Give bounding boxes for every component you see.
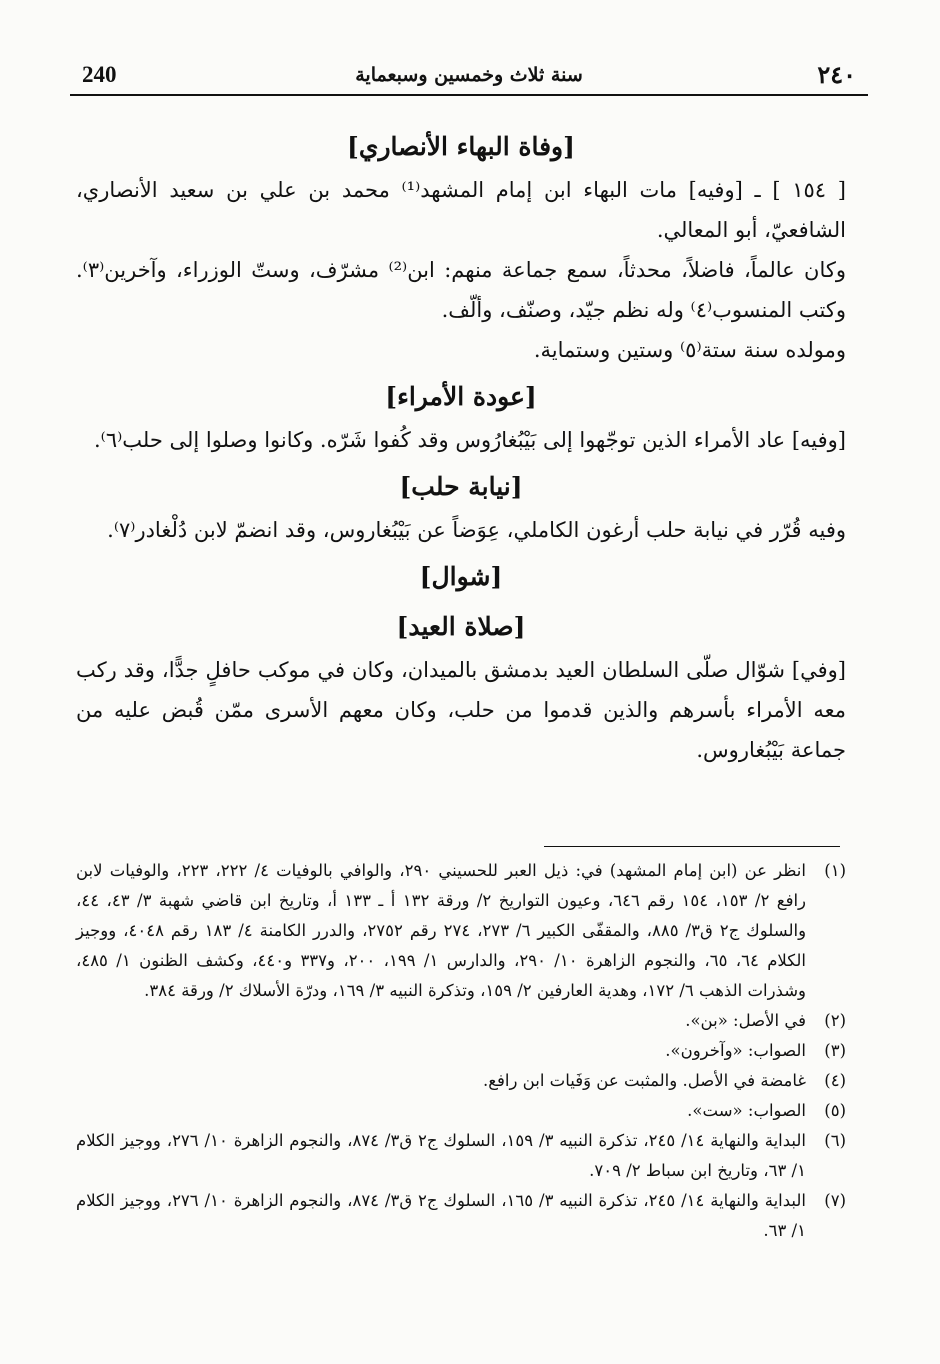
section-heading-return-emirs: [عودة الأمراء] [385, 382, 537, 411]
footnote-item [76, 1036, 846, 1066]
footnote-number: (٤) [824, 1071, 846, 1090]
page-header [70, 58, 868, 96]
footnote-item [76, 1126, 846, 1186]
footnote-text: الصواب: «وآخرون». [665, 1041, 806, 1060]
footnote-text: في الأصل: «بن». [685, 1011, 806, 1030]
footnote-number: (٦) [824, 1131, 846, 1150]
paragraph-birth: ومولده سنة ستة⁽٥⁾ وستين وستماية. [533, 338, 846, 362]
paragraph-aleppo-deputy: وفيه قُرّر في نيابة حلب أرغون الكاملي، عِوَضاً عن بَيْبُغاروس، وقد انضمّ لابن دُلْغادر⁽٧⁾. [107, 518, 846, 542]
footnote-item [76, 856, 846, 1006]
main-text [76, 120, 846, 770]
footnote-item [76, 1006, 846, 1036]
footnotes [76, 856, 846, 1246]
section-heading-aleppo-deputy: [نيابة حلب] [399, 472, 523, 501]
footnote-number: (٢) [824, 1011, 846, 1030]
footnote-item [76, 1186, 846, 1246]
section-heading-shawwal: [شوال] [419, 562, 503, 591]
page-number-latin: 240 [82, 62, 117, 87]
footnote-separator [544, 846, 840, 847]
footnote-number: (٣) [824, 1041, 846, 1060]
section-heading-eid-prayer: [صلاة العيد] [396, 612, 526, 641]
footnote-number: (٥) [824, 1101, 846, 1120]
footnote-text: غامضة في الأصل. والمثبت عن وَفَيات ابن رافع. [482, 1071, 806, 1090]
footnote-text: انظر عن (ابن إمام المشهد) في: ذيل العبر للحسيني ٢٩٠، والوافي بالوفيات ٤/ ٢٢٢، ٢٢٣، والوفيات لابن رافع ٢/ ١٥٣، ١٥٤ رقم ٦٤٦، وعيون التواريخ ٢/ ورقة ١٣٢ أ ـ ١٣٣ أ، وتاريخ ابن قاضي شهبة ٣/ ٤٣، ٤٤، والسلوك ج٢ ق٣/ ٨٨٥، والمقفّى الكبير ٦/ ٢٧٣، ٢٧٤ رقم ٢٧٥٢، والدرر الكامنة ٤/ ١٨٣ رقم ٤٠٤٨، ووجيز الكلام ٦٤، ٦٥، والنجوم الزاهرة ١٠/ ٢٩٠، والدارس ١/ ١٩٩، ٢٠٠، و٣٣٧ و٤٤٠، وكشف الظنون ١/ ٤٨٥، وشذرات الذهب ٦/ ١٧٢، وهدية العارفين ٢/ ١٥٩، وتذكرة النبيه ٣/ ١٦٩، ودرّة الأسلاك ٢/ ورقة ٣٨٤. [76, 861, 807, 1000]
paragraph-eid-prayer: [وفي] شوّال صلّى السلطان العيد بدمشق بالميدان، وكان في موكب حافلٍ جدًّا، وقد ركب معه الأمراء بأسرهم والذين قدموا من حلب، وكان معهم الأسرى ممّن قُبض عليه من جماعة بَيْبُغاروس. [76, 658, 846, 762]
section-heading-death-bahaa: [وفاة البهاء الأنصاري] [347, 132, 575, 161]
paragraph-return-emirs: [وفيه] عاد الأمراء الذين توجّهوا إلى بَيْبُغارُوس وقد كُفوا شَرّه. وكانوا وصلوا إلى حلب⁽٦⁾. [93, 428, 846, 452]
running-title: سنة ثلاث وخمسين وسبعماية [355, 64, 583, 86]
paragraph-entry-154: [ ١٥٤ ] ـ [وفيه] مات البهاء ابن إمام المشهد⁽¹⁾ محمد بن علي بن سعيد الأنصاري، الشافعيّ، أبو المعالي. [76, 178, 846, 242]
footnote-text: البداية والنهاية ١٤/ ٢٤٥، تذكرة النبيه ٣/ ١٦٥، السلوك ج٢ ق٣/ ٨٧٤، والنجوم الزاهرة ١٠/ ٢٧٦، ووجيز الكلام ١/ ٦٣. [76, 1191, 807, 1240]
footnote-item [76, 1066, 846, 1096]
page-number-arabic: ٢٤٠ [817, 60, 856, 89]
footnote-number: (١) [824, 861, 846, 880]
footnote-text: البداية والنهاية ١٤/ ٢٤٥، تذكرة النبيه ٣/ ١٥٩، السلوك ج٢ ق٣/ ٨٧٤، والنجوم الزاهرة ١٠/ ٢٧٦، ووجيز الكلام ١/ ٦٣، وتاريخ ابن سباط ٢/ ٧٠٩. [76, 1131, 807, 1180]
paragraph-biography: وكان عالماً، فاضلاً، محدثاً، سمع جماعة منهم: ابن⁽²⁾ مشرّف، وستّ الوزراء، وآخرين⁽٣⁾. وكتب المنسوب⁽٤⁾ وله نظم جيّد، وصنّف، وألّف. [76, 258, 846, 322]
footnote-number: (٧) [824, 1191, 846, 1210]
footnote-item [76, 1096, 846, 1126]
footnote-text: الصواب: «ست». [687, 1101, 806, 1120]
